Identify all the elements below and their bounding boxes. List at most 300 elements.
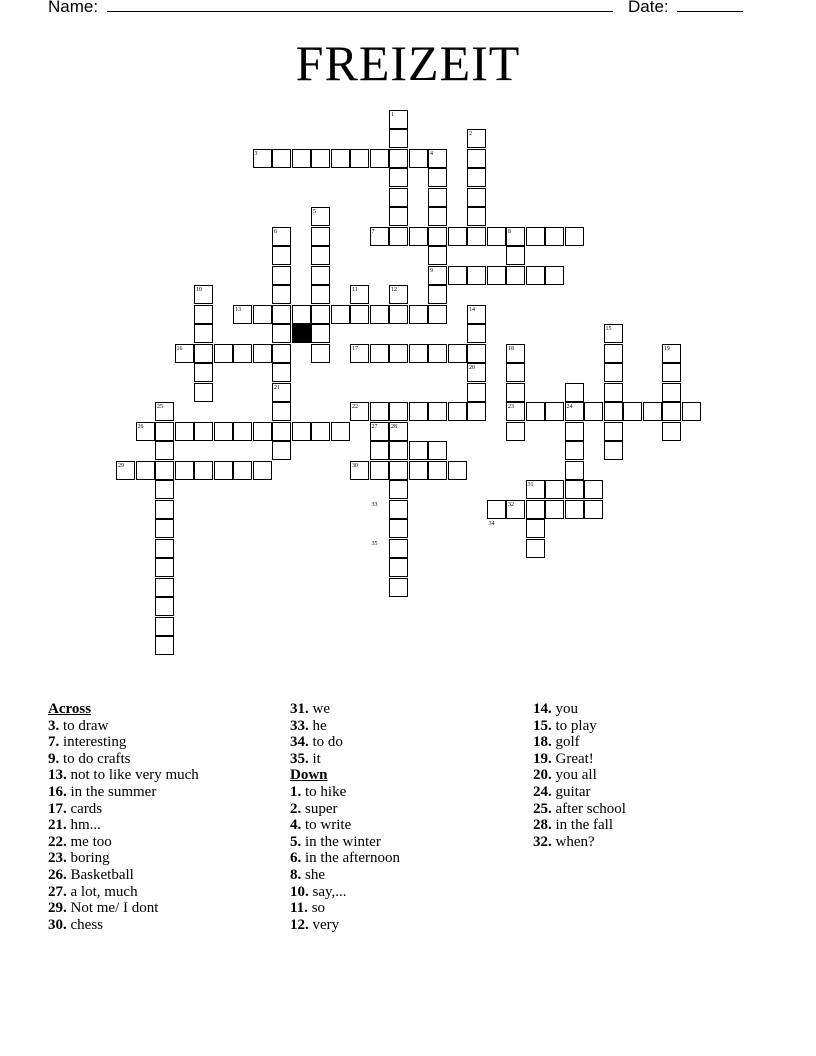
crossword-cell[interactable] [448, 227, 467, 246]
crossword-cell[interactable] [467, 149, 486, 168]
crossword-cell[interactable] [155, 422, 174, 441]
crossword-cell[interactable] [428, 246, 447, 265]
crossword-cell[interactable] [175, 344, 194, 363]
crossword-cell[interactable] [448, 461, 467, 480]
crossword-cell[interactable] [467, 188, 486, 207]
crossword-cell[interactable] [370, 344, 389, 363]
clue-number: 2. [290, 800, 302, 817]
crossword-cell[interactable] [272, 227, 291, 246]
crossword-cell[interactable] [506, 246, 525, 265]
clue-number-label: 8 [508, 228, 511, 235]
crossword-cell[interactable] [272, 324, 291, 343]
crossword-cell[interactable] [272, 285, 291, 304]
crossword-cell[interactable] [350, 285, 369, 304]
clue-number-label: 26 [137, 423, 144, 430]
clue-item [48, 784, 199, 801]
crossword-cell[interactable] [370, 461, 389, 480]
crossword-cell[interactable] [389, 422, 408, 441]
crossword-cell[interactable] [526, 402, 545, 421]
crossword-cell[interactable] [389, 168, 408, 187]
crossword-cell[interactable] [662, 383, 681, 402]
clue-item [48, 834, 199, 851]
crossword-cell[interactable] [350, 344, 369, 363]
clue-text: in the afternoon [301, 850, 400, 867]
clue-item [533, 751, 626, 768]
crossword-cell[interactable] [448, 402, 467, 421]
crossword-cell[interactable] [331, 149, 350, 168]
crossword-cell[interactable] [604, 344, 623, 363]
clue-item [48, 917, 199, 934]
crossword-cell[interactable] [389, 227, 408, 246]
clue-number: 8. [290, 866, 302, 883]
clue-column-3 [533, 701, 626, 850]
crossword-cell[interactable] [389, 461, 408, 480]
clue-number-label: 21 [274, 384, 280, 391]
crossword-cell[interactable] [175, 461, 194, 480]
crossword-cell[interactable] [155, 636, 174, 655]
page-title: FREIZEIT [295, 35, 521, 91]
crossword-cell[interactable] [662, 422, 681, 441]
clue-text: to hike [301, 783, 347, 800]
clue-number-label: 31 [527, 482, 534, 488]
clue-number: 20. [533, 767, 552, 784]
crossword-cell[interactable] [194, 422, 213, 441]
crossword-cell[interactable] [311, 324, 330, 343]
clue-item [533, 784, 626, 801]
crossword-cell[interactable] [331, 305, 350, 324]
crossword-cell[interactable] [409, 441, 428, 460]
crossword-cell[interactable] [487, 227, 506, 246]
clue-text: after school [551, 800, 626, 817]
clue-text: very [308, 916, 340, 933]
crossword-cell[interactable] [350, 305, 369, 324]
crossword-cell[interactable] [389, 207, 408, 226]
crossword-cell[interactable] [545, 266, 564, 285]
crossword-cell[interactable] [311, 149, 330, 168]
clue-number: 10. [290, 883, 309, 900]
clue-number-label: 12 [391, 287, 397, 293]
crossword-cell[interactable] [428, 305, 447, 324]
crossword-cell[interactable] [155, 558, 174, 577]
clue-text: you all [551, 767, 597, 784]
crossword-cell[interactable] [526, 480, 545, 499]
crossword-cell[interactable] [233, 305, 252, 324]
crossword-cell[interactable] [526, 519, 545, 538]
clue-number: 26. [48, 866, 67, 883]
crossword-cell[interactable] [467, 383, 486, 402]
clue-number: 24. [533, 783, 552, 800]
clue-text: you [551, 701, 578, 717]
clue-number-label: 33 [371, 501, 378, 508]
crossword-cell[interactable] [311, 344, 330, 363]
crossword-cell[interactable] [604, 383, 623, 402]
crossword-cell[interactable] [292, 305, 311, 324]
crossword-cell[interactable] [272, 363, 291, 382]
clue-number-label: 11 [352, 287, 358, 293]
crossword-cell[interactable] [136, 422, 155, 441]
crossword-cell[interactable] [604, 324, 623, 343]
clue-text: when? [551, 833, 595, 850]
crossword-cell[interactable] [272, 402, 291, 421]
crossword-cell[interactable] [428, 168, 447, 187]
clue-number: 1. [290, 783, 302, 800]
clue-number: 6. [290, 850, 302, 867]
crossword-cell[interactable] [175, 422, 194, 441]
crossword-cell[interactable] [389, 305, 408, 324]
clue-number-label: 17 [352, 345, 358, 352]
crossword-cell[interactable] [116, 461, 135, 480]
crossword-cell[interactable] [155, 617, 174, 636]
crossword-cell[interactable] [604, 402, 623, 421]
crossword-cell[interactable] [331, 422, 350, 441]
crossword-cell[interactable] [311, 422, 330, 441]
clue-item [290, 884, 400, 901]
crossword-cell[interactable] [155, 519, 174, 538]
crossword-cell[interactable] [155, 402, 174, 421]
clue-item [290, 784, 400, 801]
crossword-cell[interactable] [506, 422, 525, 441]
clue-text: interesting [59, 734, 127, 751]
crossword-cell[interactable] [428, 344, 447, 363]
crossword-cell[interactable] [155, 461, 174, 480]
crossword-cell[interactable] [428, 188, 447, 207]
clue-number-label: 16 [176, 345, 183, 352]
crossword-cell[interactable] [194, 324, 213, 343]
crossword-cell[interactable] [409, 305, 428, 324]
crossword-cell[interactable] [253, 461, 272, 480]
clue-number-label: 3 [254, 150, 258, 157]
crossword-cell[interactable] [370, 441, 389, 460]
clue-number-label: 19 [664, 345, 670, 352]
crossword-cell[interactable] [545, 227, 564, 246]
clue-item [48, 767, 199, 784]
crossword-cell[interactable] [389, 129, 408, 148]
crossword-cell[interactable] [584, 480, 603, 499]
crossword-cell[interactable] [526, 500, 545, 519]
crossword-cell[interactable] [272, 383, 291, 402]
clue-item [48, 867, 199, 884]
crossword-cell[interactable] [370, 227, 389, 246]
crossword-cell[interactable] [448, 266, 467, 285]
clue-text: he [308, 717, 327, 734]
crossword-cell[interactable] [389, 539, 408, 558]
clue-number: 7. [48, 734, 60, 751]
crossword-cell[interactable] [565, 402, 584, 421]
crossword-cell[interactable] [155, 500, 174, 519]
crossword-cell[interactable] [311, 266, 330, 285]
crossword-cell[interactable] [272, 441, 291, 460]
clue-number: 3. [48, 717, 60, 734]
crossword-cell[interactable] [409, 461, 428, 480]
clue-text: to write [301, 817, 352, 834]
crossword-cell[interactable] [506, 227, 525, 246]
clue-number-label: 34 [488, 521, 495, 527]
crossword-cell[interactable] [526, 539, 545, 558]
down-heading: Down [290, 767, 328, 784]
clue-number: 9. [48, 750, 60, 767]
clue-item [533, 834, 626, 851]
crossword-cell[interactable] [467, 168, 486, 187]
crossword-cell[interactable] [487, 266, 506, 285]
crossword-cell[interactable] [428, 207, 447, 226]
crossword-cell[interactable] [155, 597, 174, 616]
clue-item [48, 817, 199, 834]
clue-number-label: 1 [391, 111, 394, 118]
crossword-cell[interactable] [467, 227, 486, 246]
crossword-cell[interactable] [526, 266, 545, 285]
crossword-cell[interactable] [370, 402, 389, 421]
crossword-cell[interactable] [350, 149, 369, 168]
clue-text: Not me/ I dont [66, 900, 159, 917]
crossword-cell[interactable] [272, 149, 291, 168]
clue-item [290, 734, 400, 751]
crossword-cell[interactable] [389, 149, 408, 168]
clue-number: 18. [533, 734, 552, 751]
crossword-cell[interactable] [565, 480, 584, 499]
crossword-cell[interactable] [604, 441, 623, 460]
clue-number-label: 7 [371, 228, 375, 235]
clue-number-label: 30 [352, 462, 358, 469]
clue-item [290, 701, 400, 718]
crossword-cell[interactable] [467, 129, 486, 148]
clue-number-label: 13 [235, 306, 241, 313]
crossword-cell[interactable] [389, 344, 408, 363]
crossword-cell[interactable] [311, 207, 330, 226]
crossword-cell[interactable] [428, 227, 447, 246]
crossword-cell[interactable] [292, 422, 311, 441]
crossword-cell[interactable] [389, 441, 408, 460]
crossword-cell[interactable] [272, 344, 291, 363]
crossword-cell[interactable] [370, 149, 389, 168]
crossword-cell[interactable] [467, 207, 486, 226]
crossword-cell[interactable] [311, 227, 330, 246]
clue-text: to do crafts [59, 750, 131, 767]
crossword-cell[interactable] [623, 402, 642, 421]
clue-number: 34. [290, 734, 309, 751]
clue-number: 22. [48, 833, 67, 850]
clue-number-label: 14 [469, 306, 475, 313]
clue-text: to draw [59, 717, 109, 734]
crossword-cell[interactable] [428, 149, 447, 168]
crossword-cell[interactable] [506, 500, 525, 519]
crossword-cell[interactable] [428, 461, 447, 480]
clue-text: hm... [66, 817, 101, 834]
clue-text: not to like very much [66, 767, 199, 784]
crossword-cell[interactable] [253, 305, 272, 324]
crossword-cell[interactable] [506, 402, 525, 421]
clue-text: in the summer [66, 783, 157, 800]
clue-item [533, 801, 626, 818]
crossword-cell[interactable] [565, 461, 584, 480]
clue-item [533, 734, 626, 751]
clue-number: 23. [48, 850, 67, 867]
clue-number: 31. [290, 701, 309, 717]
crossword-cell[interactable] [253, 422, 272, 441]
crossword-cell[interactable] [545, 402, 564, 421]
crossword-cell[interactable] [214, 422, 233, 441]
clue-text: she [301, 866, 325, 883]
crossword-cell[interactable] [565, 500, 584, 519]
clue-number: 29. [48, 900, 67, 917]
crossword-cell[interactable] [487, 500, 506, 519]
crossword-cell[interactable] [292, 149, 311, 168]
crossword-cell[interactable] [194, 461, 213, 480]
clue-number: 25. [533, 800, 552, 817]
crossword-cell[interactable] [233, 461, 252, 480]
crossword-cell[interactable] [662, 363, 681, 382]
crossword-cell[interactable] [409, 344, 428, 363]
clue-number: 14. [533, 701, 552, 717]
clue-number-label: 10 [196, 287, 202, 293]
crossword-cell[interactable] [253, 344, 272, 363]
across-heading: Across [48, 701, 92, 717]
crossword-cell[interactable] [643, 402, 662, 421]
crossword-cell[interactable] [545, 480, 564, 499]
crossword-cell[interactable] [389, 110, 408, 129]
crossword-cell[interactable] [565, 441, 584, 460]
crossword-cell[interactable] [194, 305, 213, 324]
clue-item [48, 718, 199, 735]
crossword-cell[interactable] [194, 363, 213, 382]
crossword-cell[interactable] [194, 383, 213, 402]
crossword-cell[interactable] [584, 500, 603, 519]
clue-number: 19. [533, 750, 552, 767]
crossword-cell[interactable] [233, 422, 252, 441]
clue-item [533, 817, 626, 834]
clue-item [290, 718, 400, 735]
clue-text: boring [66, 850, 110, 867]
crossword-cell[interactable] [350, 461, 369, 480]
crossword-cell[interactable] [389, 480, 408, 499]
date-label: Date: [628, 0, 669, 16]
crossword-cell[interactable] [389, 578, 408, 597]
crossword-cell[interactable] [389, 519, 408, 538]
clue-number: 11. [290, 900, 308, 917]
clue-text: so [307, 900, 326, 917]
crossword-cell[interactable] [272, 266, 291, 285]
crossword-cell[interactable] [682, 402, 701, 421]
crossword-cell[interactable] [604, 363, 623, 382]
crossword-cell[interactable] [370, 305, 389, 324]
crossword-cell[interactable] [311, 305, 330, 324]
crossword-cell[interactable] [662, 344, 681, 363]
clue-text: Great! [551, 750, 594, 767]
crossword-cell[interactable] [389, 188, 408, 207]
crossword-cell[interactable] [389, 500, 408, 519]
clue-number: 30. [48, 916, 67, 933]
crossword-cell[interactable] [565, 227, 584, 246]
crossword-cell[interactable] [409, 402, 428, 421]
crossword-cell[interactable] [194, 285, 213, 304]
clue-text: in the fall [551, 817, 613, 834]
clue-number: 21. [48, 817, 67, 834]
clue-number-label: 27 [371, 423, 378, 430]
crossword-cell[interactable] [467, 363, 486, 382]
crossword-cell[interactable] [662, 402, 681, 421]
crossword-cell[interactable] [389, 558, 408, 577]
crossword-cell[interactable] [428, 285, 447, 304]
crossword-cell[interactable] [506, 266, 525, 285]
crossword-cell[interactable] [155, 578, 174, 597]
clue-number-label: 4 [430, 150, 433, 157]
crossword-cell[interactable] [467, 266, 486, 285]
clue-number: 12. [290, 916, 309, 933]
crossword-cell[interactable] [389, 402, 408, 421]
clue-item [533, 767, 626, 784]
crossword-cell[interactable] [584, 402, 603, 421]
crossword-blocked-cell [292, 324, 311, 343]
crossword-cell[interactable] [428, 402, 447, 421]
clue-text: say,... [308, 883, 347, 900]
crossword-cell[interactable] [155, 480, 174, 499]
clue-number: 13. [48, 767, 67, 784]
crossword-cell[interactable] [194, 344, 213, 363]
clue-number-label: 23 [508, 404, 514, 410]
clue-number-label: 25 [157, 404, 163, 410]
crossword-cell[interactable] [604, 422, 623, 441]
clue-item [290, 751, 400, 768]
clue-number: 5. [290, 833, 302, 850]
crossword-cell[interactable] [506, 363, 525, 382]
crossword-cell[interactable] [272, 422, 291, 441]
clue-item [290, 817, 400, 834]
crossword-cell[interactable] [253, 149, 272, 168]
clue-number: 33. [290, 717, 309, 734]
clue-text: Basketball [66, 866, 134, 883]
clue-text: super [301, 800, 338, 817]
crossword-cell[interactable] [428, 441, 447, 460]
crossword-cell[interactable] [506, 344, 525, 363]
crossword-cell[interactable] [467, 305, 486, 324]
crossword-cell[interactable] [272, 246, 291, 265]
clue-number: 32. [533, 833, 552, 850]
crossword-cell[interactable] [389, 285, 408, 304]
crossword-cell[interactable] [428, 266, 447, 285]
crossword-cell[interactable] [409, 227, 428, 246]
clue-text: me too [66, 833, 112, 850]
clue-item [290, 850, 400, 867]
crossword-cell[interactable] [214, 461, 233, 480]
crossword-cell[interactable] [409, 149, 428, 168]
crossword-cell[interactable] [272, 305, 291, 324]
crossword-cell[interactable] [545, 500, 564, 519]
crossword-cell[interactable] [370, 422, 389, 441]
crossword-cell[interactable] [526, 227, 545, 246]
crossword-cell[interactable] [311, 246, 330, 265]
clue-number-label: 35 [371, 540, 378, 547]
crossword-cell[interactable] [214, 344, 233, 363]
clue-number-label: 24 [566, 404, 573, 410]
crossword-cell[interactable] [136, 461, 155, 480]
crossword-cell[interactable] [155, 539, 174, 558]
crossword-cell[interactable] [233, 344, 252, 363]
crossword-cell[interactable] [467, 344, 486, 363]
clue-number-label: 28 [391, 423, 397, 430]
clue-text: we [308, 701, 330, 717]
clue-number: 17. [48, 800, 67, 817]
clue-item [48, 850, 199, 867]
crossword-cell[interactable] [565, 383, 584, 402]
crossword-cell[interactable] [506, 383, 525, 402]
clue-number-label: 32 [508, 501, 514, 508]
crossword-cell[interactable] [565, 422, 584, 441]
crossword-cell[interactable] [155, 441, 174, 460]
crossword-cell[interactable] [448, 344, 467, 363]
crossword-cell[interactable] [467, 324, 486, 343]
crossword-cell[interactable] [350, 402, 369, 421]
crossword-cell[interactable] [311, 285, 330, 304]
crossword-cell[interactable] [467, 402, 486, 421]
